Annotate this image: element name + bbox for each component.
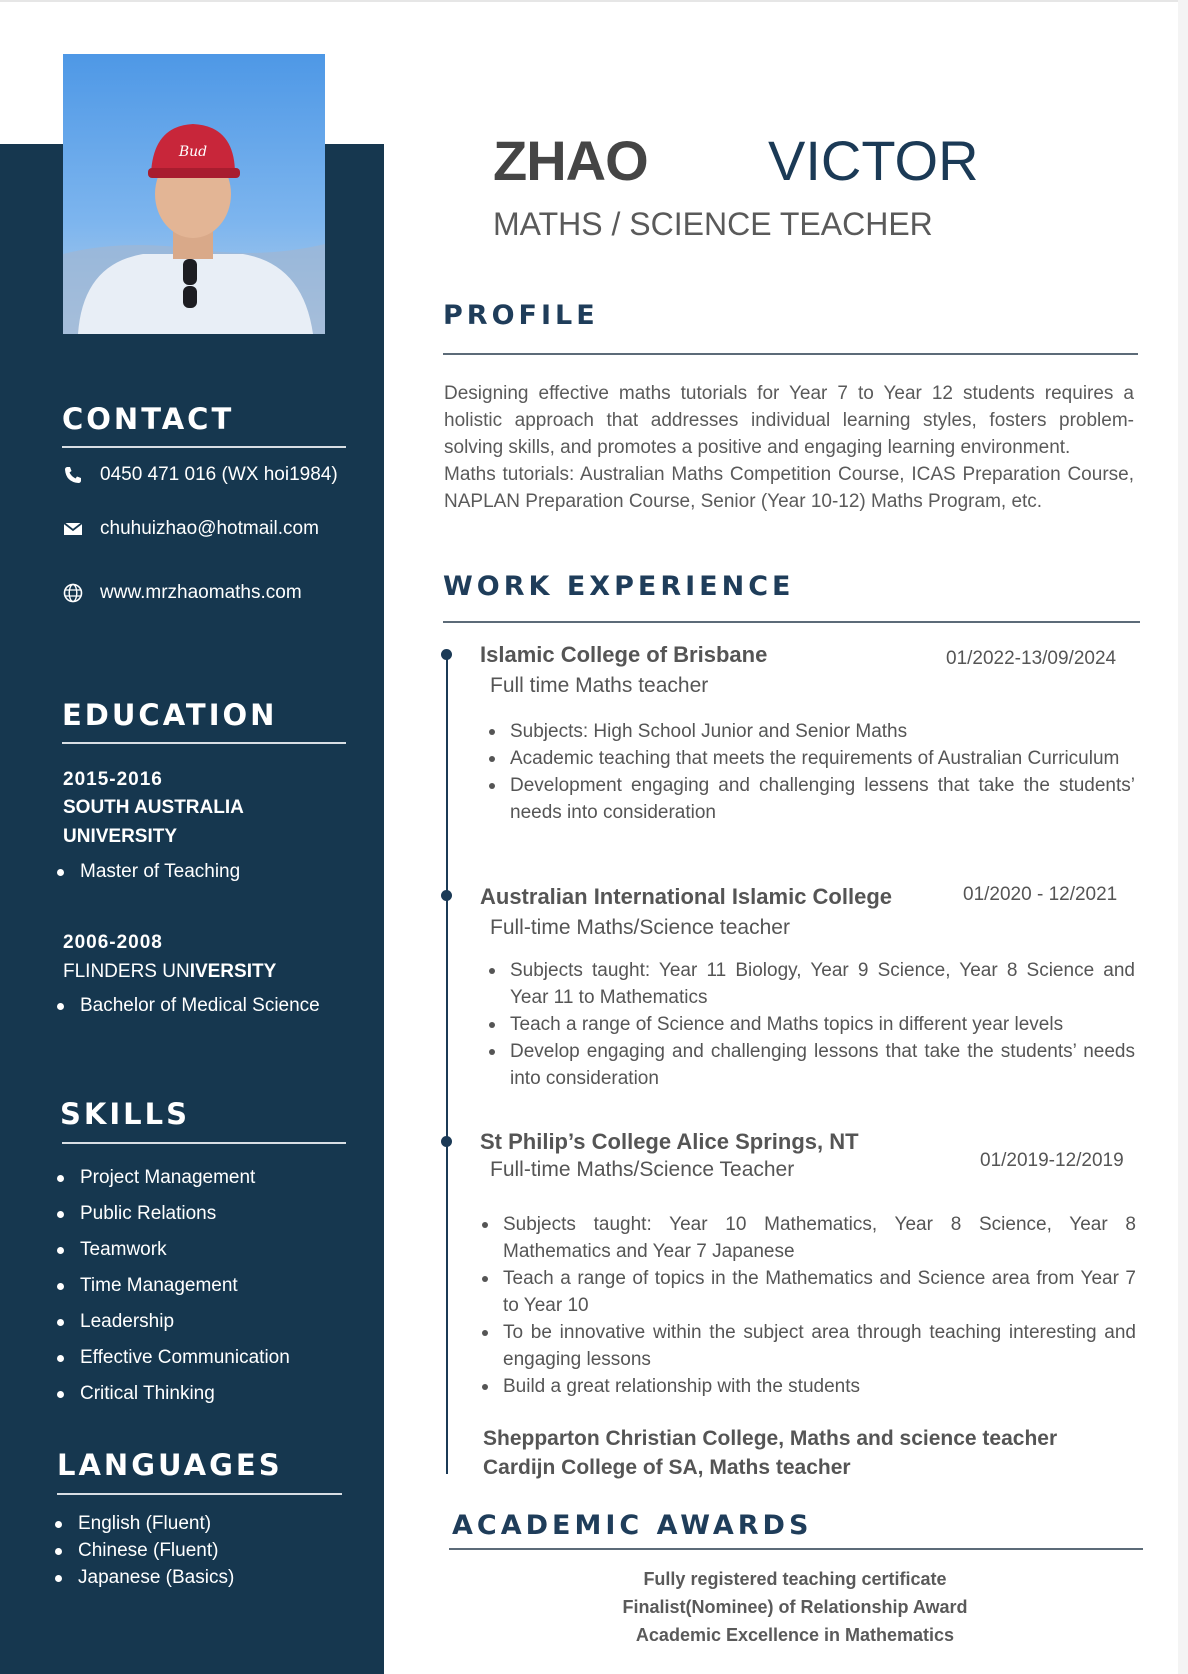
job-organization: St Philip’s College Alice Springs, NT: [480, 1129, 859, 1154]
list-item: To be innovative within the subject area through teaching interesting and engaging lessons: [477, 1319, 1136, 1373]
education-degree: Master of Teaching: [55, 861, 240, 883]
page-right-edge: [1178, 0, 1188, 1674]
timeline-line: [446, 652, 448, 1474]
sidebar: [0, 144, 384, 1674]
education-school: [63, 957, 353, 986]
list-item: Development engaging and challenging lessens that take the students’ needs into consideration: [484, 772, 1135, 826]
school-name-part: IVERSITY: [189, 961, 277, 982]
list-item: Teach a range of Science and Maths topics in different year levels: [484, 1011, 1135, 1038]
other-position: Shepparton Christian College, Maths and science teacher: [483, 1427, 1058, 1450]
job-dates: 01/2019-12/2019: [980, 1150, 1124, 1171]
education-degree: Bachelor of Medical Science: [55, 995, 320, 1017]
school-name-part: FLINDERS UN: [63, 961, 190, 982]
profile-photo: [63, 54, 325, 334]
job-duties: [477, 1211, 1136, 1400]
award-item: Fully registered teaching certificate: [643, 1569, 947, 1589]
skills-list: [55, 1160, 290, 1412]
contact-heading: CONTACT: [62, 402, 235, 436]
last-name: ZHAO: [493, 129, 648, 192]
list-item: Build a great relationship with the students: [477, 1373, 1136, 1400]
list-item: Leadership: [55, 1304, 290, 1340]
job-role: Full time Maths teacher: [490, 674, 709, 697]
school-line: UNIVERSITY: [63, 826, 178, 847]
academic-awards-heading: ACADEMIC AWARDS: [452, 1510, 813, 1541]
skills-heading: SKILLS: [60, 1097, 190, 1131]
award-item: Finalist(Nominee) of Relationship Award: [622, 1597, 968, 1617]
list-item: Japanese (Basics): [53, 1564, 234, 1591]
timeline-dot: [441, 890, 452, 901]
list-item: Public Relations: [55, 1196, 290, 1232]
globe-icon: [62, 582, 84, 604]
education-years: 2015-2016: [63, 769, 163, 790]
other-positions: [483, 1424, 1057, 1482]
list-item: Project Management: [55, 1160, 290, 1196]
first-name: VICTOR: [768, 129, 979, 192]
list-item: Teach a range of topics in the Mathematics and Science area from Year 7 to Year 10: [477, 1265, 1136, 1319]
languages-rule: [57, 1493, 342, 1495]
contact-email: [62, 518, 319, 540]
list-item: Teamwork: [55, 1232, 290, 1268]
list-item: Chinese (Fluent): [53, 1537, 234, 1564]
education-years: 2006-2008: [63, 932, 163, 953]
job-role: Full-time Maths/Science teacher: [490, 916, 790, 939]
profile-rule: [443, 353, 1138, 355]
list-item: Effective Communication: [55, 1340, 290, 1376]
list-item: Critical Thinking: [55, 1376, 290, 1412]
education-degree-list: [55, 995, 320, 1017]
work-experience-rule: [443, 621, 1140, 623]
job-role: Full-time Maths/Science Teacher: [490, 1158, 795, 1181]
profile-paragraph: Maths tutorials: Australian Maths Competition Course, ICAS Preparation Course, NAPLAN Preparation Course, Senior (Year 10-12) Maths Program, etc.: [444, 464, 1134, 512]
education-heading: EDUCATION: [62, 698, 278, 732]
email-link[interactable]: chuhuizhao@hotmail.com: [100, 518, 319, 539]
svg-text:Bud: Bud: [178, 144, 208, 160]
contact-rule: [62, 446, 346, 448]
skills-rule: [62, 1142, 346, 1144]
other-position: Cardijn College of SA, Maths teacher: [483, 1456, 851, 1479]
timeline-dot: [441, 1136, 452, 1147]
list-item: Develop engaging and challenging lessons that take the students’ needs into consideration: [484, 1038, 1135, 1092]
contact-website: [62, 582, 302, 604]
timeline-dot: [441, 649, 452, 660]
list-item: Subjects taught: Year 11 Biology, Year 9 Science, Year 8 Science and Year 11 to Mathematics: [484, 957, 1135, 1011]
job-dates: 01/2020 - 12/2021: [963, 884, 1118, 905]
phone-icon: [62, 464, 84, 486]
list-item: Subjects taught: Year 10 Mathematics, Year 8 Science, Year 8 Mathematics and Year 7 Japanese: [477, 1211, 1136, 1265]
job-title: MATHS / SCIENCE TEACHER: [493, 206, 933, 242]
job-duties: [484, 718, 1135, 826]
languages-heading: LANGUAGES: [57, 1448, 283, 1482]
languages-list: [53, 1510, 234, 1591]
profile-heading: PROFILE: [443, 300, 599, 331]
education-degree-list: [55, 861, 240, 883]
award-item: Academic Excellence in Mathematics: [635, 1625, 955, 1645]
envelope-icon: [62, 518, 84, 540]
list-item: English (Fluent): [53, 1510, 234, 1537]
school-line: SOUTH AUSTRALIA: [63, 797, 244, 818]
job-dates: 01/2022-13/09/2024: [946, 648, 1117, 669]
profile-summary: [444, 380, 1134, 515]
contact-phone: [62, 464, 338, 486]
phone-text: 0450 471 016 (WX hoi1984): [100, 464, 338, 485]
education-school: [63, 793, 353, 851]
work-experience-heading: WORK EXPERIENCE: [443, 571, 795, 602]
awards-list: [450, 1565, 1140, 1649]
list-item: Academic teaching that meets the requirements of Australian Curriculum: [484, 745, 1135, 772]
page-top-edge: [0, 0, 1188, 2]
job-organization: Australian International Islamic College: [480, 884, 892, 909]
academic-awards-rule: [449, 1548, 1143, 1550]
job-organization: Islamic College of Brisbane: [480, 642, 768, 667]
list-item: Subjects: High School Junior and Senior Maths: [484, 718, 1135, 745]
list-item: Time Management: [55, 1268, 290, 1304]
education-rule: [62, 742, 346, 744]
profile-paragraph: Designing effective maths tutorials for Year 7 to Year 12 students requires a holistic approach that addresses individual learning styles, fosters problem-solving skills, and promotes a positive and engaging learning environment.: [444, 383, 1134, 458]
job-duties: [484, 957, 1135, 1092]
website-link[interactable]: www.mrzhaomaths.com: [100, 582, 302, 603]
